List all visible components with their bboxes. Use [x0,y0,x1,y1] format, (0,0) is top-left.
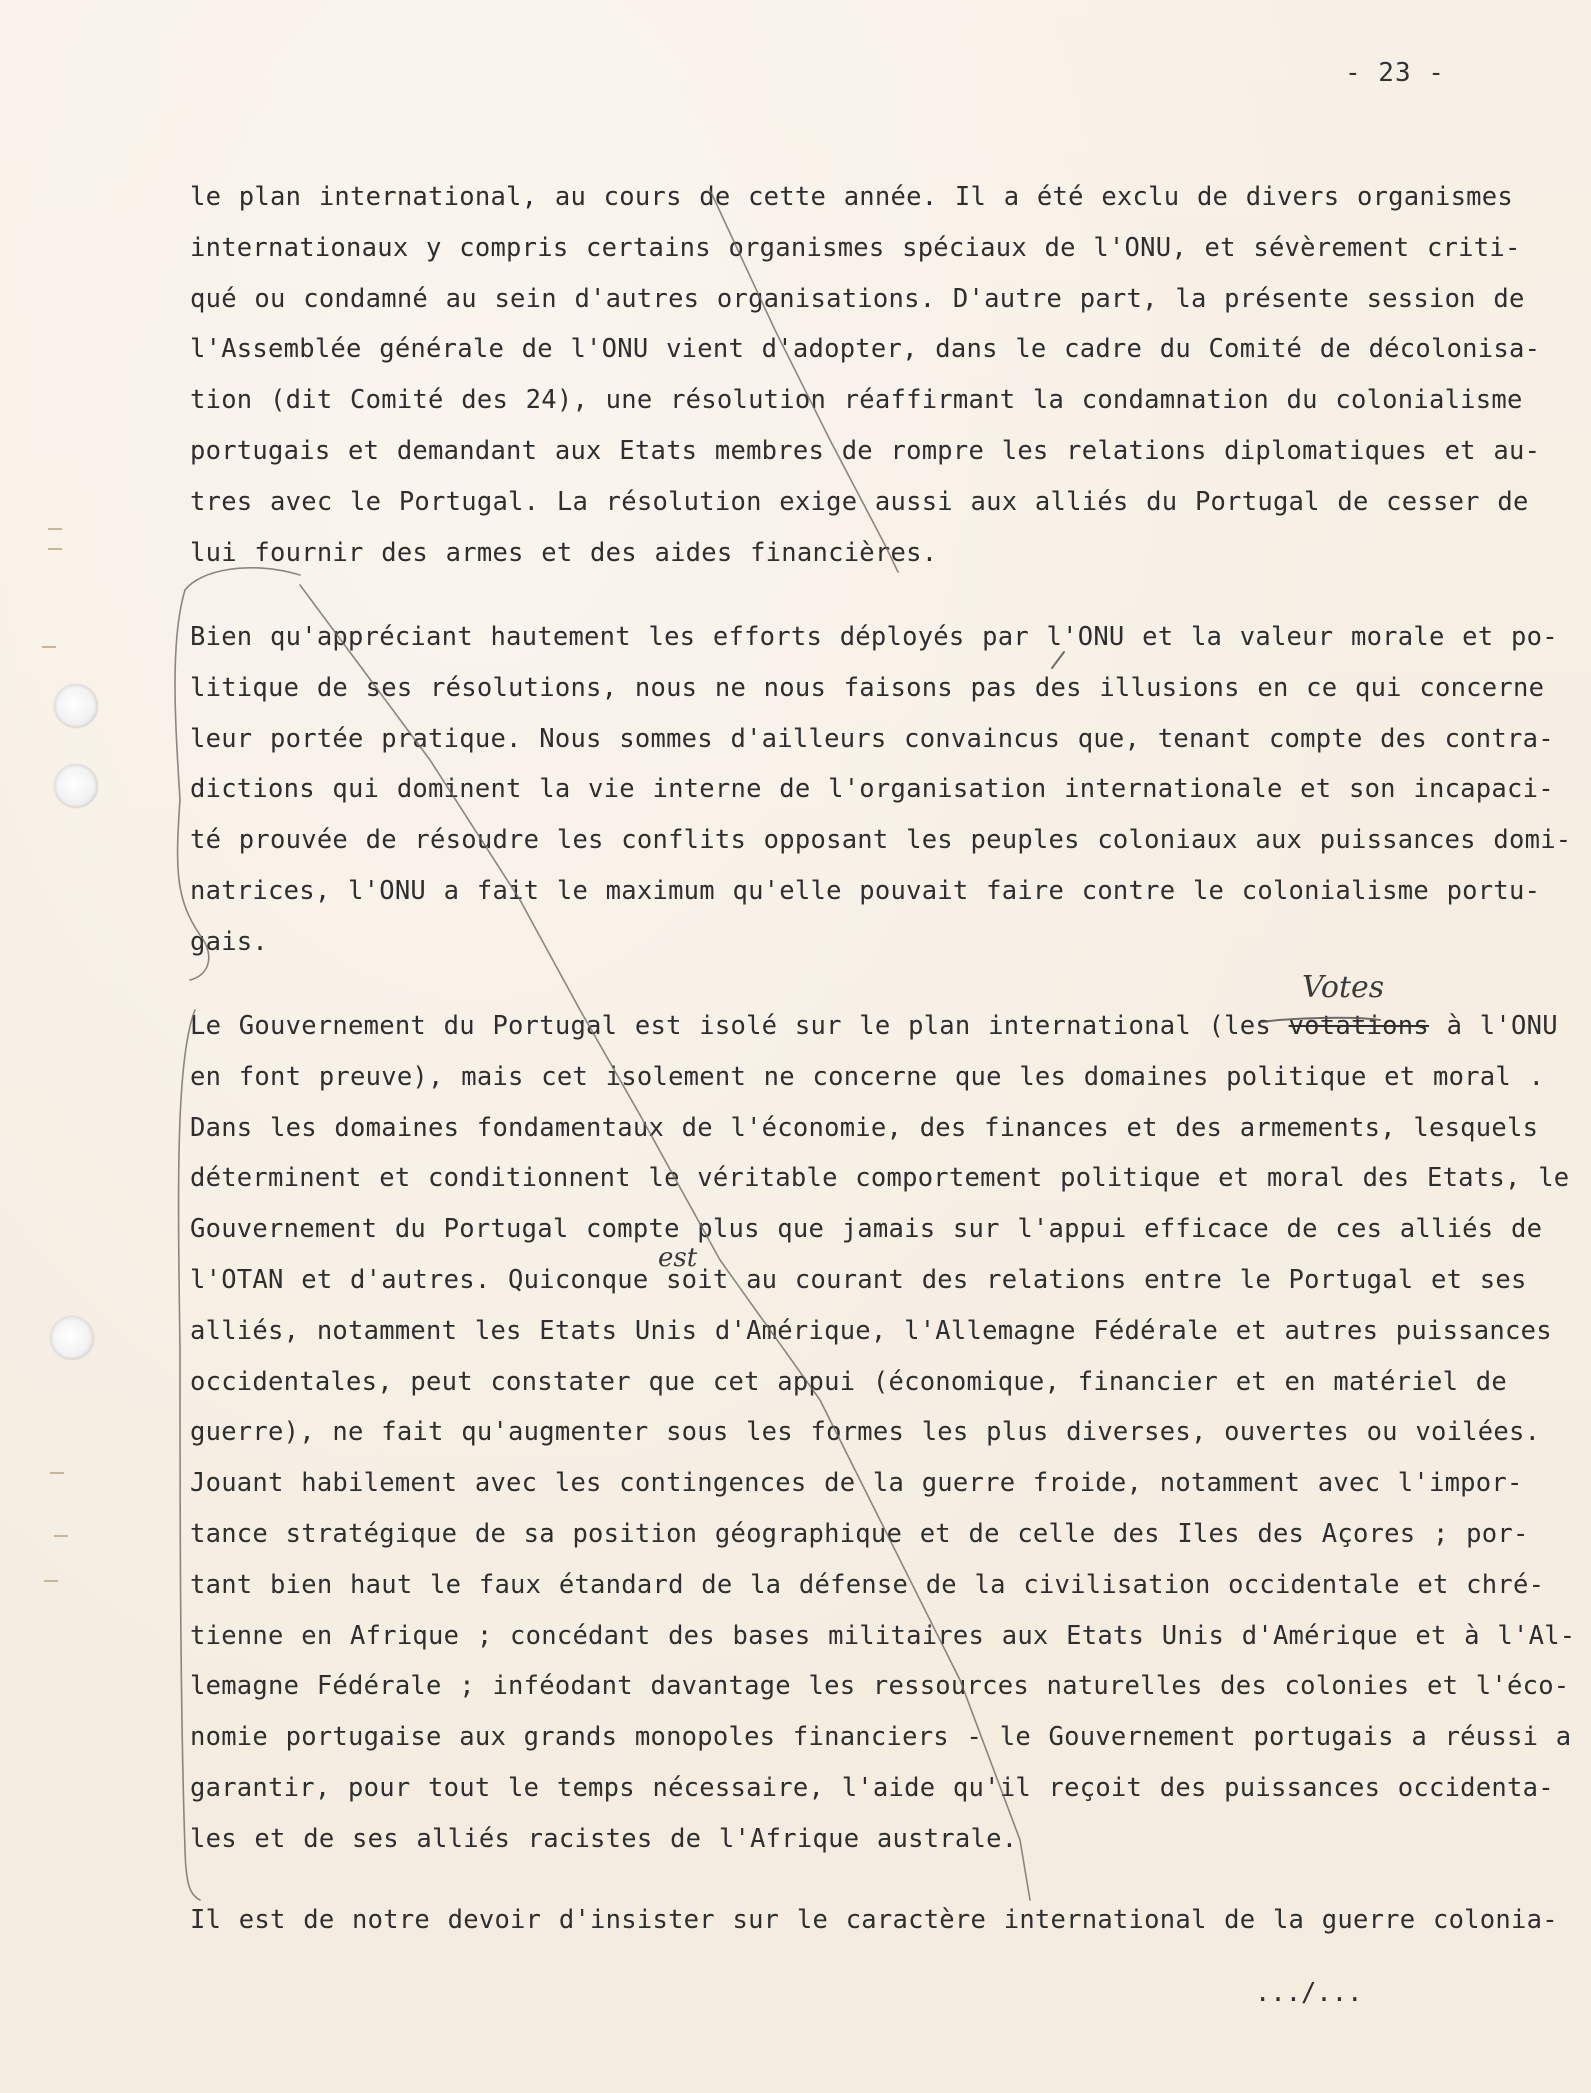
continuation-mark: .../... [1255,1978,1363,2008]
text-line: occidentales, peut constater que cet appui (économique, financier et en matériel de [190,1366,1507,1397]
text-line: tance stratégique de sa position géographique et de celle des Iles des Açores ; por- [190,1518,1529,1549]
text-line: nomie portugaise aux grands monopoles financiers - le Gouvernement portugais a réussi a [190,1722,1572,1753]
text-segment: Le Gouvernement du Portugal est isolé sur le plan international (les [190,1011,1289,1041]
text-line: leur portée pratique. Nous sommes d'ailleurs convaincus que, tenant compte des contra- [190,723,1554,754]
text-segment: à l'ONU [1428,1011,1558,1041]
text-line: Dans les domaines fondamentaux de l'économie, des finances et des armements, lesquels [190,1112,1539,1143]
text-line: Bien qu'appréciant hautement les efforts déployés par l'ONU et la valeur morale et po- [190,622,1558,652]
struck-word: votations [1288,1011,1429,1041]
text-line: té prouvée de résoudre les conflits opposant les peuples coloniaux aux puissances domi- [190,825,1572,856]
text-line: guerre), ne fait qu'augmenter sous les formes les plus diverses, ouvertes ou voilées. [190,1417,1541,1448]
text-line: tienne en Afrique ; concédant des bases militaires aux Etats Unis d'Amérique et à l'Al- [190,1620,1576,1651]
text-line: Gouvernement du Portugal compte plus que jamais sur l'appui efficace de ces alliés de [190,1214,1543,1245]
punch-hole [54,764,98,808]
text-line: l'Assemblée générale de l'ONU vient d'adopter, dans le cadre du Comité de décolonisa- [190,334,1541,365]
punch-hole [54,684,98,728]
text-line: tant bien haut le faux étandard de la défense de la civilisation occidentale et chré- [190,1569,1545,1600]
punch-hole [50,1316,94,1360]
text-line: tion (dit Comité des 24), une résolution réaffirmant la condamnation du colonialisme [190,385,1523,416]
text-line: garantir, pour tout le temps nécessaire, l'aide qu'il reçoit des puissances occidenta- [190,1772,1554,1803]
page-number: - 23 - [1345,58,1445,88]
text-line: qué ou condamné au sein d'autres organisations. D'autre part, la présente session de [190,283,1525,314]
margin-mark [54,1535,68,1537]
margin-mark [42,646,56,648]
text-line: Jouant habilement avec les contingences de la guerre froide, notamment avec l'impor- [190,1468,1523,1499]
handwritten-annotation: Votes [1302,970,1385,1005]
paragraph-1 [190,172,1550,578]
text-line: gais. [190,926,269,957]
text-line: lemagne Fédérale ; inféodant davantage les ressources naturelles des colonies et l'éco- [190,1671,1570,1702]
paragraph-3 [190,1001,1576,1865]
text-line: tres avec le Portugal. La résolution exige aussi aux alliés du Portugal de cesser de [190,486,1529,517]
text-line: l'OTAN et d'autres. Quiconque soit au courant des relations entre le Portugal et ses [190,1264,1527,1295]
text-line [190,1001,1558,1052]
text-line: dictions qui dominent la vie interne de l'organisation internationale et son incapaci- [190,774,1554,805]
text-line: natrices, l'ONU a fait le maximum qu'elle pouvait faire contre le colonialisme portu- [190,875,1541,906]
paragraph-4 [190,1895,1558,1946]
margin-mark [50,1472,64,1474]
text-line: le plan international, au cours de cette année. Il a été exclu de divers organismes [190,182,1513,212]
margin-mark [48,528,62,530]
handwritten-annotation: est [658,1243,698,1273]
text-line: portugais et demandant aux Etats membres de rompre les relations diplomatiques et au- [190,435,1541,466]
text-line: déterminent et conditionnent le véritable comportement politique et moral des Etats, le [190,1163,1570,1194]
text-line: en font preuve), mais cet isolement ne concerne que les domaines politique et moral . [190,1061,1545,1092]
text-line: litique de ses résolutions, nous ne nous faisons pas des illusions en ce qui concerne [190,672,1545,703]
text-line: Il est de notre devoir d'insister sur le caractère international de la guerre colonia- [190,1905,1558,1935]
paragraph-2 [190,612,1572,968]
text-line: lui fournir des armes et des aides financières. [190,537,938,568]
text-line: internationaux y compris certains organismes spéciaux de l'ONU, et sévèrement criti- [190,232,1521,263]
text-line: alliés, notamment les Etats Unis d'Amérique, l'Allemagne Fédérale et autres puissances [190,1315,1552,1346]
text-line: les et de ses alliés racistes de l'Afrique australe. [190,1823,1018,1854]
margin-mark [44,1580,58,1582]
margin-mark [48,548,62,550]
